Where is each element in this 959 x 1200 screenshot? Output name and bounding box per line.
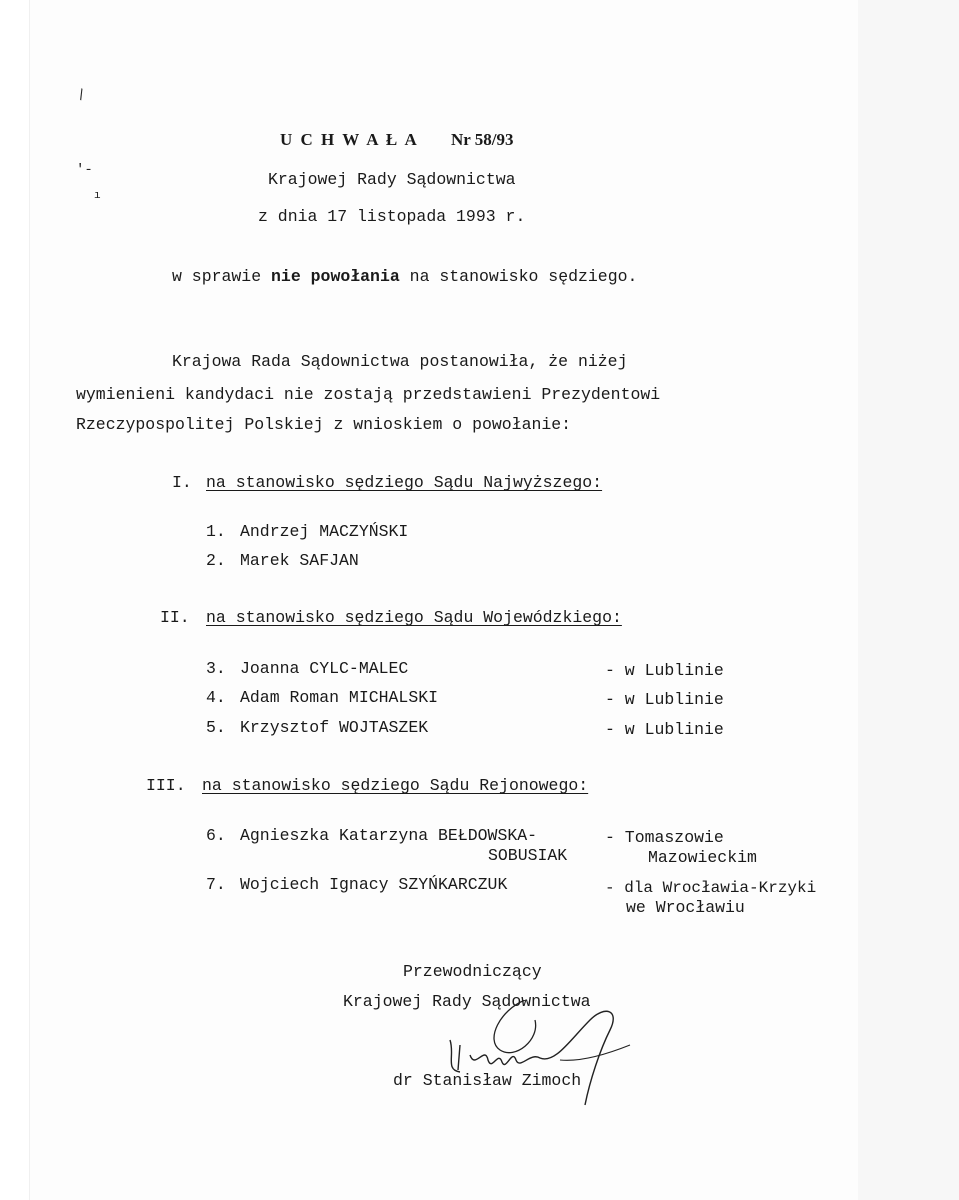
candidate-name-continued: SOBUSIAK bbox=[488, 846, 568, 865]
candidate-name: Marek SAFJAN bbox=[240, 551, 359, 570]
document-date: z dnia 17 listopada 1993 r. bbox=[258, 207, 526, 226]
candidate-number: 5. bbox=[206, 718, 226, 737]
title-word: U C H W A Ł A bbox=[280, 130, 419, 149]
candidate-number: 1. bbox=[206, 522, 226, 541]
candidate-place-continued: Mazowieckim bbox=[648, 848, 757, 867]
candidate-place: - w Lublinie bbox=[605, 661, 724, 680]
section-numeral: I. bbox=[172, 473, 192, 492]
candidate-place: - w Lublinie bbox=[605, 690, 724, 709]
signatory-name: dr Stanisław Zimoch bbox=[393, 1071, 582, 1090]
intro-line-3: Rzeczypospolitej Polskiej z wnioskiem o powołanie: bbox=[76, 415, 572, 434]
candidate-number: 6. bbox=[206, 826, 226, 845]
signature-body: Krajowej Rady Sądownictwa bbox=[343, 992, 591, 1011]
scan-mark: '- bbox=[76, 162, 93, 178]
section-numeral: III. bbox=[146, 776, 186, 795]
candidate-place: - w Lublinie bbox=[605, 720, 724, 739]
section-numeral: II. bbox=[160, 608, 190, 627]
subject-emphasis: nie powołania bbox=[271, 267, 400, 286]
candidate-name: Wojciech Ignacy SZYŃKARCZUK bbox=[240, 875, 508, 894]
subject-line: w sprawie nie powołania na stanowisko sędziego. bbox=[172, 267, 638, 286]
handwritten-signature bbox=[430, 1000, 660, 1110]
subtitle: Krajowej Rady Sądownictwa bbox=[268, 170, 516, 189]
scan-margin bbox=[858, 0, 959, 1200]
section-heading: na stanowisko sędziego Sądu Najwyższego: bbox=[206, 473, 603, 492]
section-heading: na stanowisko sędziego Sądu Rejonowego: bbox=[202, 776, 589, 795]
title-number: Nr 58/93 bbox=[451, 130, 514, 149]
candidate-place-continued: we Wrocławiu bbox=[626, 898, 745, 917]
scan-mark: ı bbox=[94, 190, 101, 202]
candidate-number: 7. bbox=[206, 875, 226, 894]
signature-role: Przewodniczący bbox=[403, 962, 542, 981]
candidate-number: 3. bbox=[206, 659, 226, 678]
intro-line-2: wymienieni kandydaci nie zostają przedstawieni Prezydentowi bbox=[76, 385, 661, 404]
section-heading: na stanowisko sędziego Sądu Wojewódzkiego: bbox=[206, 608, 622, 627]
scan-mark: \ bbox=[72, 87, 89, 105]
candidate-place: - dla Wrocławia-Krzyki bbox=[605, 879, 817, 897]
candidate-place: - Tomaszowie bbox=[605, 828, 724, 847]
candidate-name: Andrzej MACZYŃSKI bbox=[240, 522, 409, 541]
candidate-name: Agnieszka Katarzyna BEŁDOWSKA- bbox=[240, 826, 538, 845]
candidate-number: 4. bbox=[206, 688, 226, 707]
candidate-name: Adam Roman MICHALSKI bbox=[240, 688, 439, 707]
candidate-name: Krzysztof WOJTASZEK bbox=[240, 718, 429, 737]
candidate-name: Joanna CYLC-MALEC bbox=[240, 659, 409, 678]
intro-line-1: Krajowa Rada Sądownictwa postanowiła, że niżej bbox=[172, 352, 628, 371]
candidate-number: 2. bbox=[206, 551, 226, 570]
